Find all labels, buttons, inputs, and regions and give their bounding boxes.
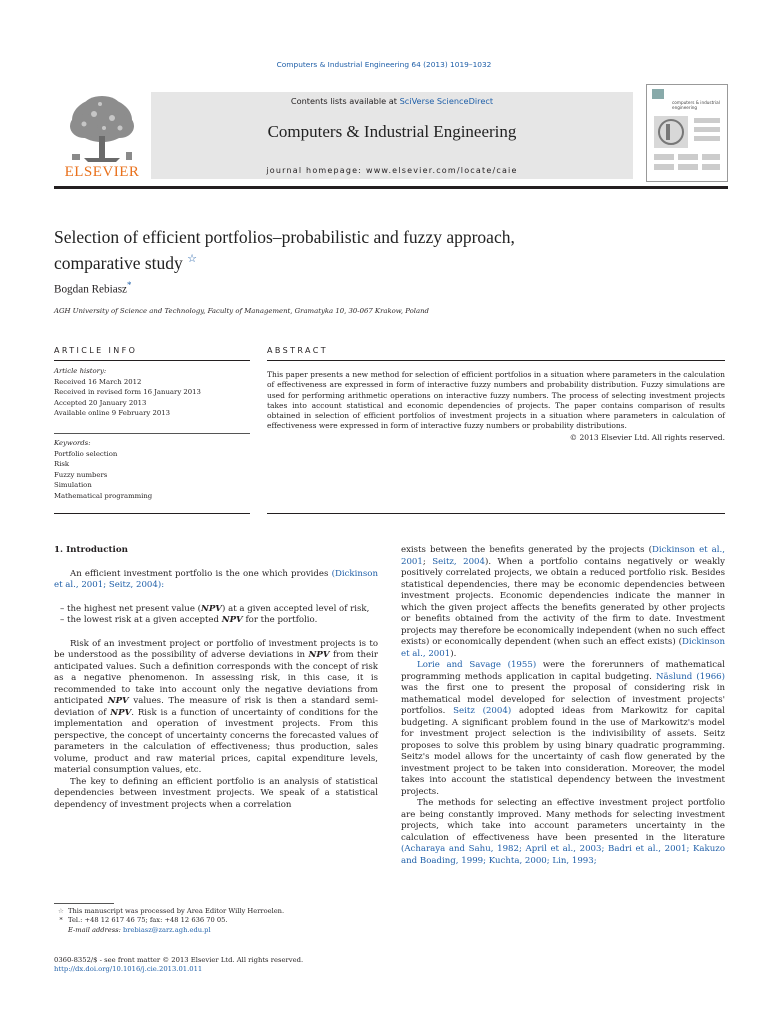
article-info-heading: ARTICLE INFO — [54, 346, 138, 355]
keyword-item: Portfolio selection — [54, 449, 118, 458]
journal-title: Computers & Industrial Engineering — [267, 122, 517, 141]
paragraph-text: from their anticipated values. Such a definition corresponds with the concept of risk as a negative phenomenon. In assessing risk, in this case, it is recommended to take into account only the negative deviations from anticipated — [54, 650, 378, 706]
history-item: Received 16 March 2012 — [54, 377, 142, 386]
paragraph-text: ). — [450, 648, 457, 659]
journal-homepage-text[interactable]: journal homepage: www.elsevier.com/locate/caie — [266, 166, 518, 175]
abstract-bottom-rule — [267, 513, 725, 514]
bullet-text: for the portfolio. — [242, 615, 318, 625]
title-footnote-star[interactable]: ☆ — [187, 253, 198, 265]
keyword-item: Risk — [54, 460, 70, 469]
author-line — [54, 280, 132, 296]
citation-link[interactable]: Dickinson et al., 2001 — [401, 545, 726, 567]
journal-cover-thumbnail — [646, 84, 728, 182]
body-left-column — [54, 545, 378, 811]
abstract-heading: ABSTRACT — [267, 346, 329, 355]
bullet-text: – the highest net present value ( — [60, 603, 201, 614]
front-matter — [54, 956, 378, 975]
abstract-text: This paper presents a new method for selection of efficient portfolios in a situation where parameters in the calculation of effectiveness are expressed in form of interactive fuzzy numbers and probability distribution. Fuzzy simulations are used for performing arithmetic operations on interactive fuzzy numbers. The process of selecting investment projects takes into account statistical and economic dependencies of projects. The paper contains comparison of results obtained in selection of efficient portfolios of investment projects in a situation where parameters in calculation of effectiveness were expressed in form of interactive fuzzy numbers or probability distributions. — [267, 370, 725, 431]
footnotes — [54, 907, 378, 935]
elsevier-wordmark: ELSEVIER — [64, 164, 140, 180]
paragraph: The key to defining an efficient portfolio is an analysis of statistical dependencies between investment projects. We speak of a statistical dependency of investment projects when a correlation — [54, 776, 378, 810]
npv-term: NPV — [107, 696, 129, 706]
footnote-item: * Tel.: +48 12 617 46 75; fax: +48 12 636 70 05. — [59, 916, 228, 925]
paragraph-text: Risk of an investment project or portfolio of investment projects is to be understood as the possibility of adverse deviations in — [54, 638, 378, 660]
email-label: E-mail address: — [68, 925, 121, 934]
citation-link[interactable]: Dickinson et al., 2001 — [401, 637, 725, 659]
paragraph — [401, 798, 725, 867]
author-footnote-mark[interactable]: * — [127, 280, 132, 290]
history-item: Received in revised form 16 January 2013 — [54, 388, 201, 397]
header-rule — [54, 186, 728, 189]
bullet-item — [54, 604, 378, 616]
paragraph — [54, 639, 378, 777]
npv-term: NPV — [200, 603, 222, 614]
paragraph-text: were the forerunners of mathematical programming methods application in capital budgeting. — [401, 660, 725, 682]
footnote-text: This manuscript was processed by Area Editor Willy Herroelen. — [68, 907, 285, 915]
issn-line: 0360-8352/$ - see front matter © 2013 Elsevier Ltd. All rights reserved. — [54, 956, 304, 964]
bullet-text: ) at a given accepted level of risk, — [221, 603, 370, 614]
article-title-line1: Selection of efficient portfolios–probabilistic and fuzzy approach, — [54, 227, 515, 247]
keyword-item: Fuzzy numbers — [54, 470, 108, 479]
npv-term: NPV — [308, 650, 330, 660]
article-info-bottom-rule — [54, 513, 250, 514]
npv-term: NPV — [110, 707, 132, 718]
section-heading-introduction: 1. Introduction — [54, 545, 128, 555]
citation-link[interactable]: (Acharaya and Sahu, 1982; April et al., 2003; Badri et al., 2001; Kakuzo and Boading, 1999; Kuchta, 2000; Lin, 1993; — [401, 844, 725, 866]
article-title — [54, 226, 654, 274]
history-item: Available online 9 February 2013 — [54, 409, 171, 418]
abstract-body — [267, 370, 725, 443]
doi-link[interactable]: http://dx.doi.org/10.1016/j.cie.2013.01.011 — [54, 965, 203, 974]
keywords — [54, 438, 254, 502]
cover-title: computers & industrial engineering — [672, 100, 720, 110]
affiliation: AGH University of Science and Technology, Faculty of Management, Gramatyka 10, 30-067 Krakow, Poland — [54, 307, 429, 315]
keyword-item: Mathematical programming — [54, 491, 153, 500]
paragraph-text: ; — [422, 556, 433, 567]
citation-link[interactable]: Lorie and Savage (1955) — [417, 660, 537, 670]
footnote-item: ☆ This manuscript was processed by Area Editor Willy Herroelen. — [58, 907, 285, 915]
article-info-rule — [54, 360, 250, 361]
citation-link[interactable]: (Dickinson et al., 2001; Seitz, 2004): — [54, 568, 379, 590]
journal-citation[interactable]: Computers & Industrial Engineering 64 (2013) 1019–1032 — [276, 60, 492, 69]
contents-line — [151, 96, 633, 106]
journal-homepage — [151, 166, 633, 175]
intro-text: An efficient investment portfolio is the one which provides — [70, 568, 329, 579]
sciencedirect-link[interactable]: SciVerse ScienceDirect — [399, 96, 494, 106]
paragraph-text: was the first one to present the proposal of considering risk in mathematical model developed for selection of investment projects' portfolios. — [401, 683, 725, 716]
footnote-item — [54, 926, 378, 935]
keywords-label: Keywords: — [54, 439, 91, 447]
author-name: Bogdan Rebiasz — [54, 283, 128, 296]
bullet-list — [54, 604, 378, 627]
citation-link[interactable]: Näslund (1966) — [655, 671, 725, 682]
history-item: Accepted 20 January 2013 — [54, 398, 147, 407]
paragraph-text: ). When a portfolio contains negatively or weakly positively correlated projects, we obtain a reduced portfolio risk. Besides statistical dependencies, there may be economic dependencies between investment projects. Economic dependencies indicate the manner in which the given project affects the benefits generated by other projects or benefits obtained from the activity of the firm to date. Investment projects may therefore be economically independent (when no such effect exists) or economically dependent (when such an effect exists) ( — [401, 556, 725, 647]
contents-prefix: Contents lists available at — [290, 96, 397, 106]
footnote-rule — [54, 903, 114, 904]
citation-link[interactable]: Seitz (2004) — [453, 706, 512, 716]
history-label: Article history: — [54, 367, 107, 375]
paragraph-text: . Risk is a function of uncertainty of conditions for the implementation and operation of investment projects. From this perspective, the concept of uncertainty concerns the forecasted values of parameters in the calculation of effectiveness; thus production, sales volume, product and raw material prices, capital expenditure levels, material consumption values, etc. — [54, 707, 378, 775]
paragraph-text: adopted ideas from Markowitz for capital budgeting. A significant problem found in the use of Markowitz's model for investment project selection is the indivisibility of assets. Seitz proposes to solve this problem by using binary quadratic programming. Seitz's model allows for the uncertainty of cash flow generated by the investment project to be taken into consideration. Moreover, the model takes into account the statistical dependency between the investment projects. — [401, 706, 725, 797]
bullet-text: – the lowest risk at a given accepted — [60, 615, 222, 625]
npv-term: NPV — [221, 615, 243, 625]
footnote-text: Tel.: +48 12 617 46 75; fax: +48 12 636 70 05. — [68, 916, 228, 925]
abstract-rule — [267, 360, 725, 361]
paragraph-text: values. The measure of risk is then a standard semi-deviation of — [54, 696, 378, 718]
paragraph-text: The methods for selecting an effective investment project portfolio are being constantly improved. Many methods for selecting investment projects, which take into account parameters uncertainty in the calculation of effectiveness have been presented in the literature — [401, 798, 725, 843]
history-divider — [54, 433, 250, 434]
paragraph-text: exists between the benefits generated by the projects ( — [401, 545, 652, 555]
article-title-line2: comparative study — [54, 252, 183, 273]
paragraph — [401, 660, 725, 798]
email-link[interactable]: brebiasz@zarz.agh.edu.pl — [122, 925, 211, 934]
bullet-item — [54, 615, 378, 627]
keyword-item: Simulation — [54, 481, 92, 490]
paragraph — [54, 569, 378, 592]
body-right-column — [401, 545, 725, 867]
abstract-copyright: © 2013 Elsevier Ltd. All rights reserved. — [569, 432, 725, 442]
article-history — [54, 366, 254, 419]
paragraph — [401, 545, 725, 660]
citation-link[interactable]: Seitz, 2004 — [432, 556, 485, 567]
